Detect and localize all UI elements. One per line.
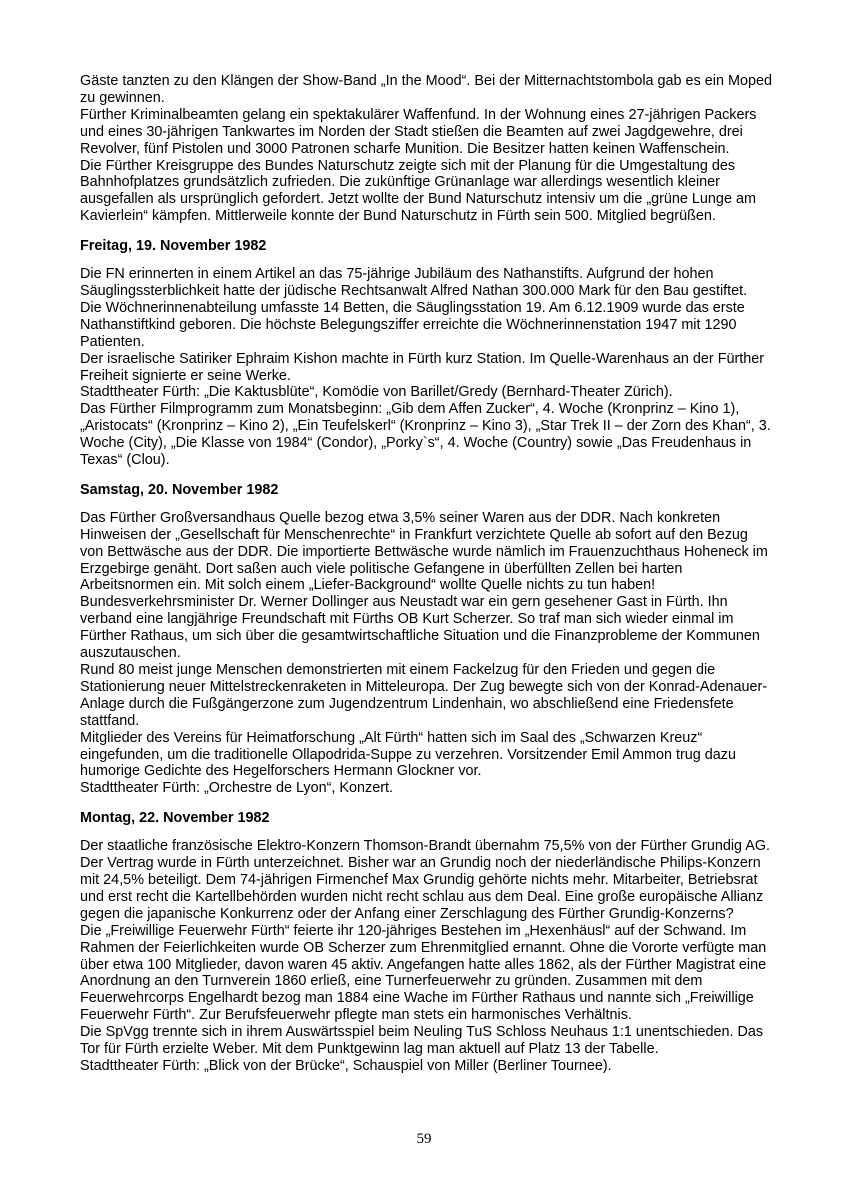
section [80,810,772,1075]
paragraph: Das Fürther Großversandhaus Quelle bezog etwa 3,5% seiner Waren aus der DDR. Nach konkreten Hinweisen der „Gesellschaft für Menschenrechte“ in Frankfurt verzichtete Quelle ab sofort auf den Bezug von Bettwäsche aus der DDR. Die importierte Bettwäsche wurde nämlich im Frauenzuchthaus Hoheneck im Erzgebirge genäht. Dort saßen auch viele politische Gefangene in überfüllten Zellen bei harten Arbeitsnormen ein. Mit solch einem „Liefer-Background“ wollte Quelle nichts zu tun haben! [80,509,768,594]
section [80,238,772,469]
paragraph: Der israelische Satiriker Ephraim Kishon machte in Fürth kurz Station. Im Quelle-Warenhaus an der Fürther Freiheit signierte er seine Werke. [80,350,765,384]
paragraph: Gäste tanzten zu den Klängen der Show-Band „In the Mood“. Bei der Mitternachtstombola gab es ein Moped zu gewinnen. [80,73,772,106]
paragraph: Bundesverkehrsminister Dr. Werner Dollinger aus Neustadt war ein gern gesehener Gast in Fürth. Ihn verband eine langjährige Freundschaft mit Fürths OB Kurt Scherzer. So traf man sich wieder einmal im Fürther Rathaus, um sich über die gesamtwirtschaftliche Situation und die Finanzprobleme der Kommunen auszutauschen. [80,594,760,662]
document-content [80,73,772,1075]
paragraph: Stadttheater Fürth: „Orchestre de Lyon“, Konzert. [80,780,394,797]
paragraph: Fürther Kriminalbeamten gelang ein spektakulärer Waffenfund. In der Wohnung eines 27-jährigen Packers und eines 30-jährigen Tankwartes im Norden der Stadt stießen die Beamten auf zwei Jagdgewehre, drei Revolver, fünf Pistolen und 3000 Patronen scharfe Munition. Die Besitzer hatten keinen Waffenschein. [80,106,757,157]
paragraph: Rund 80 meist junge Menschen demonstrierten mit einem Fackelzug für den Frieden und gegen die Stationierung neuer Mittelstreckenraketen in Mitteleuropa. Der Zug bewegte sich von der Konrad-Adenauer-Anlage durch die Fußgängerzone zum Jugendzentrum Lindenhain, wo abschließend eine Friedensfete stattfand. [80,662,768,729]
page-number: 59 [416,1131,432,1147]
section-heading: Samstag, 20. November 1982 [80,481,279,498]
section-heading: Freitag, 19. November 1982 [80,238,267,255]
paragraph: Mitglieder des Vereins für Heimatforschung „Alt Fürth“ hatten sich im Saal des „Schwarzen Kreuz“ eingefunden, um die traditionelle Ollapodrida-Suppe zu verzehren. Vorsitzender Emil Ammon trug dazu humorige Gedichte des Hegelforschers Hermann Glockner vor. [80,729,736,780]
paragraph: Stadttheater Fürth: „Blick von der Brücke“, Schauspiel von Miller (Berliner Tournee). [80,1057,612,1074]
paragraph: Das Fürther Filmprogramm zum Monatsbeginn: „Gib dem Affen Zucker“, 4. Woche (Kronprinz – Kino 1), „Aristocats“ (Kronprinz – Kino 2), „Ein Teufelskerl“ (Kronprinz – Kino 3), „Star Trek II – der Zorn des Khan“, 3. Woche (City), „Die Klasse von 1984“ (Condor), „Porky`s“, 4. Woche (Country) sowie „Das Freudenhaus in Texas“ (Clou). [80,401,771,469]
paragraph: Die FN erinnerten in einem Artikel an das 75-jährige Jubiläum des Nathanstifts. Aufgrund der hohen Säuglingssterblichkeit hatte der jüdische Rechtsanwalt Alfred Nathan 300.000 Mark für den Bau gestiftet. Die Wöchnerinnenabteilung umfasste 14 Betten, die Säuglingsstation 19. Am 6.12.1909 wurde das erste Nathanstiftkind geboren. Die höchste Belegungsziffer erreichte die Wöchnerinnenstation 1947 mit 1290 Patienten. [80,266,748,350]
paragraph: Die Fürther Kreisgruppe des Bundes Naturschutz zeigte sich mit der Planung für die Umgestaltung des Bahnhofplatzes grundsätzlich zufrieden. Die zukünftige Grünanlage war allerdings wesentlich kleiner ausgefallen als ursprünglich gefordert. Jetzt wollte der Bund Naturschutz intensiv um die „grüne Lunge am Kavierlein“ kämpfen. Mittlerweile konnte der Bund Naturschutz in Fürth sein 500. Mitglied begrüßen. [80,157,756,225]
paragraph: Die SpVgg trennte sich in ihrem Auswärtsspiel beim Neuling TuS Schloss Neuhaus 1:1 unentschieden. Das Tor für Fürth erzielte Weber. Mit dem Punktgewinn lag man aktuell auf Platz 13 der Tabelle. [80,1024,764,1058]
section [80,482,772,797]
section [80,73,772,225]
paragraph: Der staatliche französische Elektro-Konzern Thomson-Brandt übernahm 75,5% von der Fürther Grundig AG. Der Vertrag wurde in Fürth unterzeichnet. Bisher war an Grundig noch der niederländische Philips-Konzern mit 24,5% beteiligt. Dem 74-jährigen Firmenchef Max Grundig gehörte nichts mehr. Mitarbeiter, Betriebsrat und erst recht die Kartellbehörden wurden nicht recht schlau aus dem Deal. Eine große europäische Allianz gegen die japanische Konkurrenz oder der Anfang einer Zerschlagung des Fürther Grundig-Konzerns? [80,838,771,922]
section-heading: Montag, 22. November 1982 [80,810,270,827]
paragraph: Stadttheater Fürth: „Die Kaktusblüte“, Komödie von Barillet/Gredy (Bernhard-Theater Zürich). [80,384,673,401]
paragraph: Die „Freiwillige Feuerwehr Fürth“ feierte ihr 120-jähriges Bestehen im „Hexenhäusl“ auf der Schwand. Im Rahmen der Feierlichkeiten wurde OB Scherzer zum Ehrenmitglied ernannt. Ohne die Vororte verfügte man über etwa 100 Mitglieder, davon waren 45 aktiv. Angefangen hatte alles 1862, als der Fürther Magistrat eine Anordnung an den Turnverein 1860 erließ, eine Turnerfeuerwehr zu gründen. Zusammen mit dem Feuerwehrcorps Engelhardt bezog man 1884 eine Wache im Fürther Rathaus und nannte sich „Freiwillige Feuerwehr Fürth“. Zur Berufsfeuerwehr pflegte man stets ein harmonisches Verhältnis. [80,922,767,1024]
